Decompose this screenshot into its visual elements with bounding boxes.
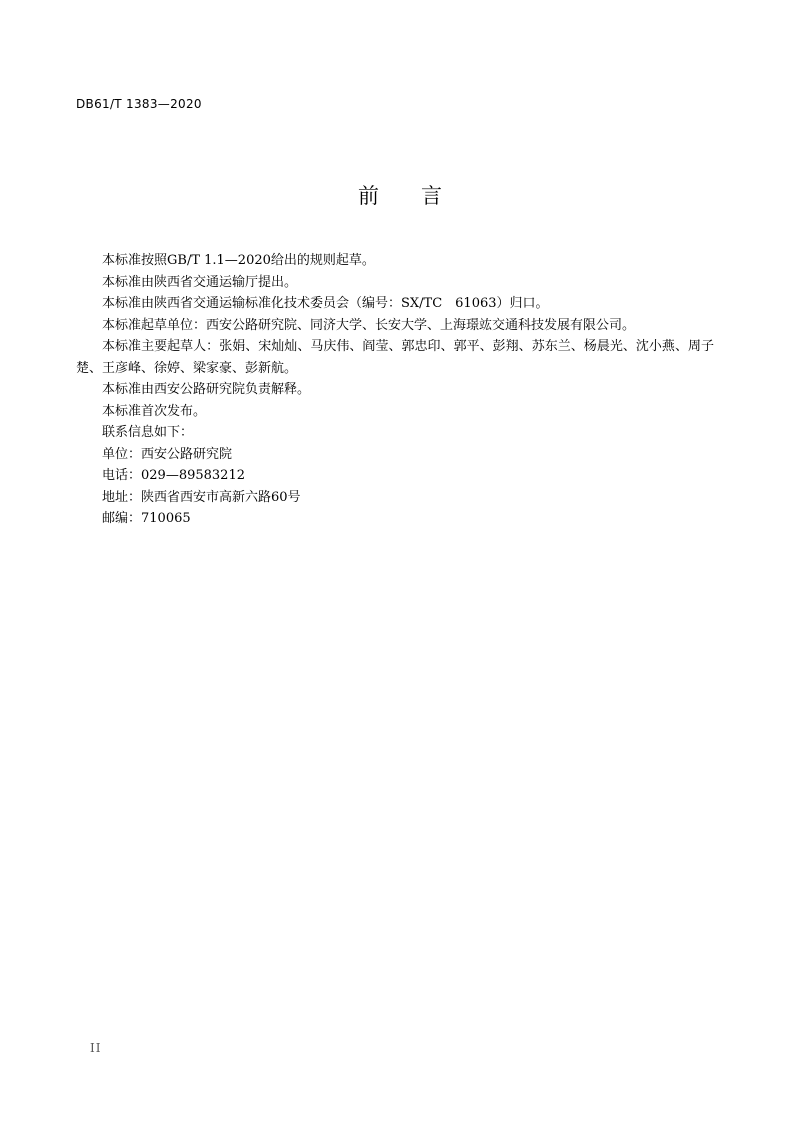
standard-code: DB61/T 1383—2020: [76, 97, 202, 111]
page-number: II: [90, 1041, 102, 1055]
contact-address: 地址：陕西省西安市高新六路60号: [102, 489, 301, 505]
section-title: 前言: [358, 184, 484, 208]
contact-unit: 单位：西安公路研究院: [102, 446, 233, 462]
paragraph-proposer: 本标准由陕西省交通运输厅提出。: [102, 274, 298, 290]
paragraph-contact-intro: 联系信息如下：: [102, 425, 194, 440]
paragraph-drafters: 本标准主要起草人：张娟、宋灿灿、马庆伟、阎莹、郭忠印、郭平、彭翔、苏东兰、杨晨光、沈小燕、周子楚、王彦峰、徐婷、梁家豪、彭新航。: [76, 339, 714, 376]
paragraph-committee: 本标准由陕西省交通运输标准化技术委员会（编号：SX/TC 61063）归口。: [102, 296, 549, 311]
paragraph-drafting-rules: 本标准按照GB/T 1.1—2020给出的规则起草。: [102, 253, 375, 268]
paragraph-first-release: 本标准首次发布。: [102, 403, 207, 419]
paragraph-interpretation: 本标准由西安公路研究院负责解释。: [102, 382, 311, 397]
contact-postcode: 邮编：710065: [102, 511, 191, 526]
foreword-body: [76, 250, 714, 530]
contact-phone: 电话：029—89583212: [102, 468, 245, 483]
paragraph-drafting-units: 本标准起草单位：西安公路研究院、同济大学、长安大学、上海璟竑交通科技发展有限公司。: [102, 317, 636, 333]
